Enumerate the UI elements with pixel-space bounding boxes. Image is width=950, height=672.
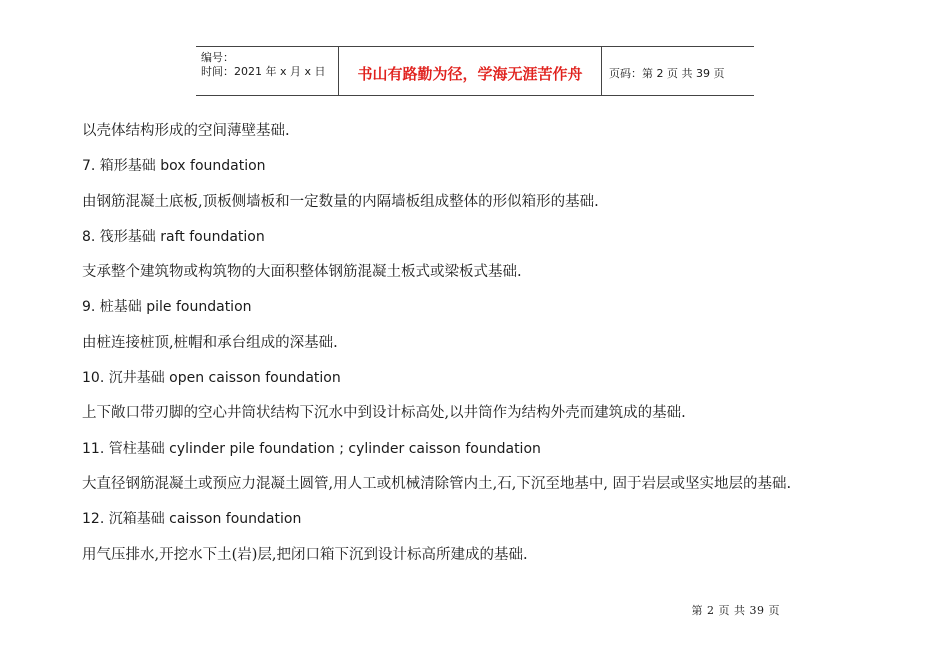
term-heading: 10. 沉井基础 open caisson foundation xyxy=(82,370,341,387)
paragraph: 上下敞口带刃脚的空心井筒状结构下沉水中到设计标高处,以井筒作为结构外壳而建筑成的基础. xyxy=(82,405,686,422)
paragraph: 用气压排水,开挖水下土(岩)层,把闭口箱下沉到设计标高所建成的基础. xyxy=(82,546,528,563)
paragraph: 以壳体结构形成的空间薄壁基础. xyxy=(82,123,290,139)
page-header xyxy=(196,46,754,96)
paragraph: 由桩连接桩顶,桩帽和承台组成的深基础. xyxy=(82,334,338,351)
term-heading: 8. 筏形基础 raft foundation xyxy=(82,228,265,245)
time-label: 时间：2021 年 x 月 x 日 xyxy=(201,65,326,78)
motto-text: 书山有路勤为径，学海无涯苦作舟 xyxy=(357,64,583,83)
header-motto-cell xyxy=(339,47,602,95)
paragraph: 支承整个建筑物或构筑物的大面积整体钢筋混凝土板式或梁板式基础. xyxy=(82,264,522,281)
term-heading: 12. 沉箱基础 caisson foundation xyxy=(82,511,302,528)
document-body xyxy=(82,114,902,573)
term-heading: 11. 管柱基础 cylinder pile foundation ; cylinder caisson foundation xyxy=(82,440,541,457)
number-label: 编号： xyxy=(201,51,234,64)
header-page-label: 页码：第 2 页 共 39 页 xyxy=(609,67,725,80)
header-info-cell xyxy=(196,47,339,95)
header-page-cell xyxy=(602,47,754,95)
term-heading: 9. 桩基础 pile foundation xyxy=(82,299,252,316)
page-footer: 第 2 页 共 39 页 xyxy=(691,604,780,617)
term-heading: 7. 箱形基础 box foundation xyxy=(82,158,266,175)
paragraph: 大直径钢筋混凝土或预应力混凝土圆管,用人工或机械清除管内土,石,下沉至地基中, 固于岩层或坚实地层的基础. xyxy=(82,475,792,492)
paragraph: 由钢筋混凝土底板,顶板侧墙板和一定数量的内隔墙板组成整体的形似箱形的基础. xyxy=(82,193,599,210)
